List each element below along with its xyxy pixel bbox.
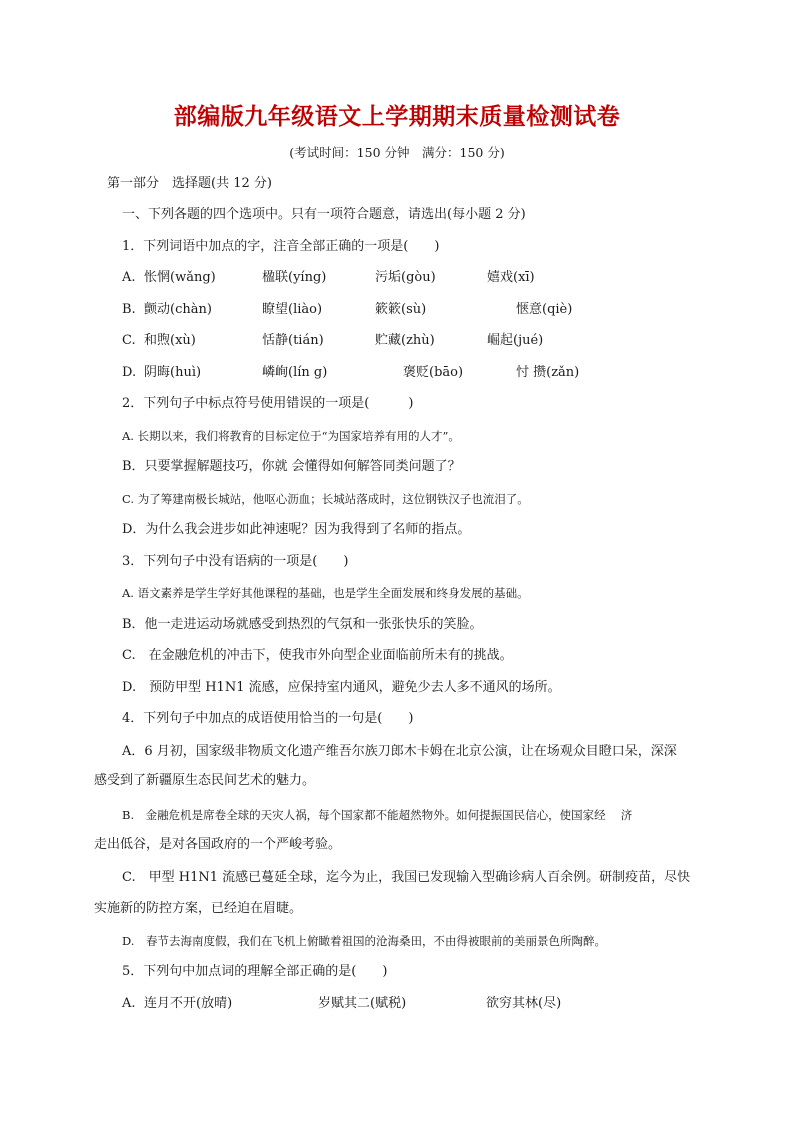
option-word: 和煦(xù) [144, 333, 196, 348]
option-label: D. [122, 365, 137, 380]
question-3-option-c: C. 在金融危机的冲击下，使我市外向型企业面临前所未有的挑战。 [122, 648, 513, 663]
question-4-stem: 4．下列句子中加点的成语使用恰当的一句是( ) [122, 711, 414, 726]
option-word: 崛起(jué) [487, 333, 544, 348]
question-3-option-a: A. 语文素养是学生学好其他课程的基础，也是学生全面发展和终身发展的基础。 [122, 586, 529, 600]
question-2-option-a: A. 长期以来，我们将教育的目标定位于“为国家培养有用的人才”。 [122, 429, 460, 443]
question-3-option-b: B．他一走进运动场就感受到热烈的气氛和一张张快乐的笑脸。 [122, 617, 483, 632]
option-word: 颤动(chàn) [144, 302, 212, 317]
option-word: 欲穷其林(尽) [486, 996, 562, 1011]
option-label: A. [122, 270, 136, 285]
question-5-stem: 5．下列句中加点词的理解全部正确的是( ) [122, 964, 388, 979]
option-word: 簌簌(sù) [375, 302, 427, 317]
question-2-stem: 2．下列句子中标点符号使用错误的一项是( ) [122, 396, 414, 411]
question-3-stem: 3．下列句子中没有语病的一项是( ) [122, 554, 349, 569]
option-word: 恬静(tián) [262, 333, 324, 348]
question-4-option-c-line1: C. 甲型 H1N1 流感已蔓延全球，迄今为止，我国已发现输入型确诊病人百余例。研制疫苗，尽快 [122, 870, 691, 885]
exam-subtitle: (考试时间：150 分钟 满分：150 分) [289, 145, 505, 160]
option-word: 忖 攒(zǎn) [516, 365, 580, 380]
option-label: B. [122, 302, 136, 317]
option-word: 岁赋其二(赋税) [318, 996, 407, 1011]
option-word: 污垢(gòu) [375, 270, 436, 285]
option-word: 瞭望(liào) [262, 302, 323, 317]
question-2-option-d: D．为什么我会进步如此神速呢？因为我得到了名师的指点。 [122, 522, 471, 537]
question-4-option-b-line2: 走出低谷，是对各国政府的一个严峻考验。 [94, 837, 342, 852]
option-word: 贮藏(zhù) [375, 333, 435, 348]
question-4-option-c-line2: 实施新的防控方案，已经迫在眉睫。 [94, 901, 303, 916]
option-word: 怅惘(wǎng) [144, 270, 216, 285]
option-word: 褒贬(bāo) [403, 365, 464, 380]
question-2-option-c: C. 为了筹建南极长城站，他呕心沥血；长城站落成时，这位钢铁汉子也流泪了。 [122, 492, 529, 506]
option-word: 楹联(yíng) [262, 270, 327, 285]
section-instruction: 一、下列各题的四个选项中。只有一项符合题意，请选出(每小题 2 分) [122, 207, 526, 222]
question-4-option-b-line1: B. 金融危机是席卷全球的天灾人祸，每个国家都不能超然物外。如何提振国民信心，使国家经 济 [122, 808, 633, 822]
question-1-stem: 1．下列词语中加点的字，注音全部正确的一项是( ) [122, 239, 440, 254]
option-label: C. [122, 333, 136, 348]
exam-title: 部编版九年级语文上学期期末质量检测试卷 [173, 104, 621, 130]
question-2-option-b: B．只要掌握解题技巧，你就 会懂得如何解答同类问题了？ [122, 459, 461, 474]
option-word: 阴晦(huì) [144, 365, 202, 380]
question-4-option-d: D. 春节去海南度假，我们在飞机上俯瞰着祖国的沧海桑田，不由得被眼前的美丽景色所陶醉。 [122, 934, 606, 948]
question-4-option-a-line2: 感受到了新疆原生态民间艺术的魅力。 [94, 773, 316, 788]
option-word: 嶙峋(lín g) [262, 365, 328, 380]
option-word: 连月不开(放晴) [144, 996, 233, 1011]
option-word: 惬意(qiè) [516, 302, 573, 317]
part-heading: 第一部分 选择题(共 12 分) [107, 176, 272, 191]
question-3-option-d: D. 预防甲型 H1N1 流感，应保持室内通风，避免少去人多不通风的场所。 [122, 680, 561, 695]
option-word: 嬉戏(xī) [487, 270, 535, 285]
question-4-option-a-line1: A．6 月初，国家级非物质文化遗产维吾尔族刀郎木卡姆在北京公演，让在场观众目瞪口呆，深深 [122, 744, 677, 759]
option-label: A. [122, 996, 136, 1011]
